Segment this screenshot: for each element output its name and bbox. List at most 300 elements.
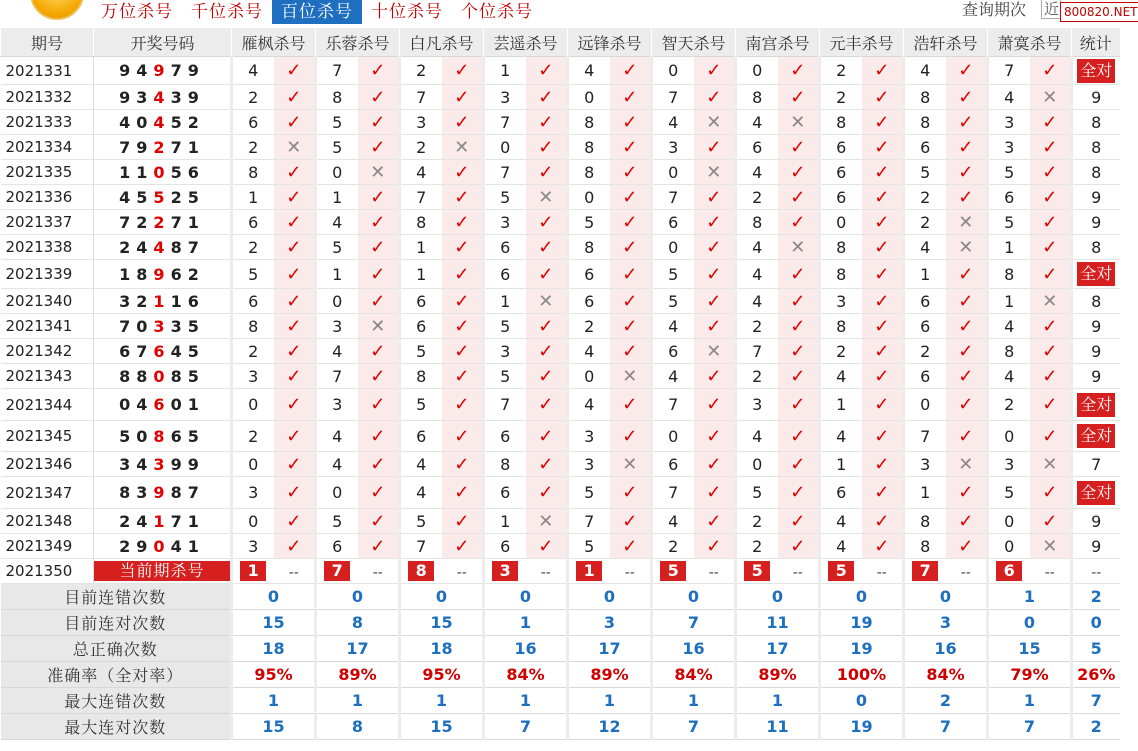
check-icon: ✓ (946, 185, 988, 210)
digit: 4 (153, 87, 171, 107)
current-label-cell (94, 559, 232, 584)
check-icon: ✓ (358, 509, 400, 534)
kill-number: 2 (232, 421, 274, 452)
tab-position-1[interactable]: 千位杀号 (191, 2, 263, 22)
cross-icon: ✕ (358, 160, 400, 185)
kill-number: 2 (400, 135, 442, 160)
check-icon: ✓ (694, 135, 736, 160)
check-icon: ✓ (526, 57, 568, 85)
check-icon: ✓ (526, 110, 568, 135)
pending-dash: -- (372, 564, 383, 581)
check-icon: ✓ (274, 289, 316, 314)
kill-number: 4 (820, 509, 862, 534)
summary-value: 16 (904, 636, 988, 662)
current-kill-label: 当前期杀号 (94, 561, 230, 581)
digit: 2 (136, 291, 154, 311)
check-icon: ✓ (274, 339, 316, 364)
kill-number: 8 (568, 160, 610, 185)
digit: 9 (153, 264, 171, 284)
digit: 4 (153, 112, 171, 132)
check-icon: ✓ (778, 389, 820, 421)
winning-number-cell (94, 160, 232, 185)
check-icon: ✓ (694, 260, 736, 289)
digit: 1 (153, 511, 171, 531)
kill-number: 1 (484, 289, 526, 314)
pending-cell (946, 559, 988, 584)
digit: 3 (136, 87, 154, 107)
kill-number: 8 (820, 260, 862, 289)
digit: 3 (119, 454, 137, 474)
query-period-select[interactable]: 近 (1041, 0, 1061, 19)
kill-number: 2 (820, 339, 862, 364)
check-icon: ✓ (694, 477, 736, 509)
kill-number: 7 (988, 57, 1030, 85)
kill-number: 0 (652, 160, 694, 185)
kill-number: 6 (652, 452, 694, 477)
check-icon: ✓ (946, 160, 988, 185)
kill-number: 7 (736, 339, 778, 364)
kill-number: 6 (316, 534, 358, 559)
check-icon: ✓ (442, 534, 484, 559)
draw-row (1, 314, 1120, 339)
check-icon: ✓ (1030, 260, 1072, 289)
digit: 6 (170, 426, 188, 446)
digit: 7 (187, 483, 205, 502)
summary-value: 0 (484, 584, 568, 610)
stat-cell: 9 (1072, 364, 1120, 389)
check-icon: ✓ (274, 314, 316, 339)
stat-cell: 9 (1072, 210, 1120, 235)
kill-number: 3 (568, 452, 610, 477)
kill-number: 1 (400, 260, 442, 289)
pending-dash: -- (1091, 564, 1102, 581)
check-icon: ✓ (610, 160, 652, 185)
winning-number-cell (94, 421, 232, 452)
kill-number: 8 (568, 135, 610, 160)
kill-number: 3 (904, 452, 946, 477)
check-icon: ✓ (274, 185, 316, 210)
check-icon: ✓ (610, 339, 652, 364)
summary-value: 95% (232, 662, 316, 688)
cross-icon: ✕ (1030, 85, 1072, 110)
kill-number: 6 (400, 289, 442, 314)
summary-value: 16 (484, 636, 568, 662)
kill-number: 7 (652, 389, 694, 421)
kill-number: 5 (400, 389, 442, 421)
summary-row (1, 688, 1120, 714)
cross-icon: ✕ (694, 160, 736, 185)
check-icon: ✓ (526, 160, 568, 185)
summary-value: 8 (316, 714, 400, 740)
period-cell: 2021347 (1, 477, 94, 509)
kill-number: 2 (736, 509, 778, 534)
draw-row (1, 509, 1120, 534)
digit: 2 (187, 264, 205, 284)
digit: 2 (119, 536, 137, 556)
kill-number: 6 (820, 477, 862, 509)
stat-cell (1072, 421, 1120, 452)
kill-number: 0 (988, 534, 1030, 559)
stat-cell (1072, 559, 1120, 584)
kill-number: 1 (820, 389, 862, 421)
summary-value: 0 (736, 584, 820, 610)
check-icon: ✓ (442, 289, 484, 314)
check-icon: ✓ (526, 260, 568, 289)
digit: 4 (119, 187, 137, 207)
stat-cell: 8 (1072, 135, 1120, 160)
pending-dash: -- (288, 564, 299, 581)
check-icon: ✓ (358, 210, 400, 235)
kill-number: 1 (484, 509, 526, 534)
kill-number: 8 (904, 534, 946, 559)
check-icon: ✓ (610, 57, 652, 85)
current-kill-cell (232, 559, 274, 584)
summary-label: 准确率（全对率） (1, 662, 232, 688)
tab-position-2[interactable]: 百位杀号 (272, 0, 362, 24)
kill-number: 4 (736, 110, 778, 135)
draw-row (1, 135, 1120, 160)
column-header: 智天杀号 (652, 28, 736, 57)
period-cell: 2021331 (1, 57, 94, 85)
check-icon: ✓ (862, 421, 904, 452)
kill-number: 1 (820, 452, 862, 477)
cross-icon: ✕ (274, 135, 316, 160)
all-correct-badge: 全对 (1077, 59, 1115, 83)
kill-number: 1 (988, 235, 1030, 260)
check-icon: ✓ (610, 135, 652, 160)
digit: 7 (119, 137, 137, 157)
check-icon: ✓ (358, 289, 400, 314)
check-icon: ✓ (778, 289, 820, 314)
check-icon: ✓ (862, 477, 904, 509)
kill-number: 4 (736, 235, 778, 260)
kill-number: 2 (400, 57, 442, 85)
pending-dash: -- (540, 564, 551, 581)
pending-cell (1030, 559, 1072, 584)
period-cell: 2021345 (1, 421, 94, 452)
kill-number: 7 (568, 509, 610, 534)
digit: 4 (170, 536, 188, 556)
check-icon: ✓ (358, 452, 400, 477)
digit: 0 (170, 395, 188, 414)
digit: 9 (153, 61, 171, 80)
digit: 1 (187, 137, 205, 157)
kill-number: 5 (988, 477, 1030, 509)
kill-number: 6 (652, 339, 694, 364)
kill-number: 0 (988, 421, 1030, 452)
summary-value: 95% (400, 662, 484, 688)
summary-value: 0 (652, 584, 736, 610)
check-icon: ✓ (694, 509, 736, 534)
stat-cell: 9 (1072, 339, 1120, 364)
check-icon: ✓ (358, 110, 400, 135)
check-icon: ✓ (946, 110, 988, 135)
check-icon: ✓ (946, 421, 988, 452)
digit: 8 (170, 366, 188, 386)
kill-number: 1 (232, 185, 274, 210)
kill-number: 2 (232, 85, 274, 110)
kill-number: 4 (316, 210, 358, 235)
kill-number: 2 (232, 135, 274, 160)
check-icon: ✓ (946, 57, 988, 85)
stat-cell: 7 (1072, 452, 1120, 477)
check-icon: ✓ (862, 57, 904, 85)
digit: 6 (187, 291, 205, 311)
current-kill-number: 5 (744, 561, 770, 581)
check-icon: ✓ (778, 534, 820, 559)
pending-cell (694, 559, 736, 584)
kill-number: 5 (484, 314, 526, 339)
kill-number: 4 (820, 364, 862, 389)
check-icon: ✓ (358, 339, 400, 364)
winning-number-cell (94, 57, 232, 85)
check-icon: ✓ (610, 110, 652, 135)
summary-value: 11 (736, 714, 820, 740)
check-icon: ✓ (946, 389, 988, 421)
draw-row (1, 235, 1120, 260)
check-icon: ✓ (442, 57, 484, 85)
kill-number: 7 (652, 185, 694, 210)
summary-row (1, 714, 1120, 740)
winning-number-cell (94, 110, 232, 135)
kill-number: 4 (232, 57, 274, 85)
digit: 8 (136, 366, 154, 386)
draw-row (1, 289, 1120, 314)
position-tabs (92, 0, 542, 24)
digit: 8 (153, 426, 171, 446)
digit: 5 (170, 162, 188, 182)
kill-number: 5 (316, 235, 358, 260)
period-cell: 2021332 (1, 85, 94, 110)
stat-cell (1072, 389, 1120, 421)
draw-row (1, 210, 1120, 235)
check-icon: ✓ (526, 452, 568, 477)
kill-number: 3 (820, 289, 862, 314)
check-icon: ✓ (694, 210, 736, 235)
kill-number: 6 (484, 260, 526, 289)
kill-number: 8 (484, 452, 526, 477)
check-icon: ✓ (274, 210, 316, 235)
check-icon: ✓ (946, 260, 988, 289)
kill-number: 0 (988, 509, 1030, 534)
kill-number: 4 (568, 389, 610, 421)
pending-cell (610, 559, 652, 584)
kill-number: 5 (484, 185, 526, 210)
digit: 2 (119, 511, 137, 531)
check-icon: ✓ (946, 534, 988, 559)
kill-number: 1 (400, 235, 442, 260)
check-icon: ✓ (946, 289, 988, 314)
all-correct-badge: 全对 (1077, 481, 1115, 505)
kill-number: 4 (988, 314, 1030, 339)
summary-value: 5 (1072, 636, 1120, 662)
check-icon: ✓ (778, 364, 820, 389)
kill-number: 3 (232, 364, 274, 389)
check-icon: ✓ (694, 364, 736, 389)
check-icon: ✓ (862, 185, 904, 210)
summary-value: 0 (904, 584, 988, 610)
check-icon: ✓ (526, 389, 568, 421)
kill-number: 2 (736, 364, 778, 389)
period-cell: 2021338 (1, 235, 94, 260)
cross-icon: ✕ (946, 210, 988, 235)
period-cell: 2021336 (1, 185, 94, 210)
digit: 1 (187, 212, 205, 232)
kill-number: 3 (400, 110, 442, 135)
digit: 0 (136, 426, 154, 446)
kill-number: 0 (232, 509, 274, 534)
check-icon: ✓ (1030, 235, 1072, 260)
check-icon: ✓ (694, 534, 736, 559)
kill-number: 4 (568, 57, 610, 85)
period-cell: 2021341 (1, 314, 94, 339)
digit: 6 (153, 341, 171, 361)
check-icon: ✓ (1030, 57, 1072, 85)
check-icon: ✓ (442, 477, 484, 509)
summary-value: 1 (736, 688, 820, 714)
digit: 8 (170, 483, 188, 502)
digit: 3 (119, 291, 137, 311)
check-icon: ✓ (358, 260, 400, 289)
kill-number: 4 (652, 509, 694, 534)
column-header: 乐蓉杀号 (316, 28, 400, 57)
digit: 9 (187, 87, 205, 107)
digit: 9 (153, 483, 171, 502)
kill-number: 0 (652, 421, 694, 452)
digit: 9 (119, 87, 137, 107)
kill-number: 3 (484, 85, 526, 110)
column-header: 南宫杀号 (736, 28, 820, 57)
column-header: 期号 (1, 28, 94, 57)
cross-icon: ✕ (358, 314, 400, 339)
kill-number: 8 (904, 509, 946, 534)
check-icon: ✓ (1030, 314, 1072, 339)
check-icon: ✓ (862, 135, 904, 160)
tab-position-3[interactable]: 十位杀号 (371, 2, 443, 22)
check-icon: ✓ (946, 477, 988, 509)
digit: 4 (136, 61, 154, 80)
check-icon: ✓ (442, 509, 484, 534)
kill-number: 8 (904, 85, 946, 110)
draw-row (1, 389, 1120, 421)
kill-number: 8 (988, 339, 1030, 364)
tab-position-4[interactable]: 个位杀号 (461, 2, 533, 22)
kill-number: 8 (736, 85, 778, 110)
check-icon: ✓ (1030, 185, 1072, 210)
check-icon: ✓ (610, 289, 652, 314)
check-icon: ✓ (778, 57, 820, 85)
check-icon: ✓ (694, 185, 736, 210)
period-cell: 2021346 (1, 452, 94, 477)
tab-position-0[interactable]: 万位杀号 (101, 2, 173, 22)
check-icon: ✓ (442, 85, 484, 110)
kill-number: 4 (988, 85, 1030, 110)
kill-number: 8 (232, 160, 274, 185)
summary-row (1, 610, 1120, 636)
period-cell: 2021339 (1, 260, 94, 289)
cross-icon: ✕ (946, 452, 988, 477)
winning-number-cell (94, 185, 232, 210)
period-cell: 2021334 (1, 135, 94, 160)
top-bar (0, 0, 1138, 28)
digit: 3 (136, 483, 154, 502)
kill-number: 6 (904, 135, 946, 160)
pending-dash: -- (1044, 564, 1055, 581)
check-icon: ✓ (442, 185, 484, 210)
check-icon: ✓ (862, 260, 904, 289)
check-icon: ✓ (946, 135, 988, 160)
summary-value: 2 (1072, 584, 1120, 610)
check-icon: ✓ (442, 235, 484, 260)
digit: 2 (170, 187, 188, 207)
check-icon: ✓ (358, 85, 400, 110)
digit: 5 (153, 187, 171, 207)
cross-icon: ✕ (442, 135, 484, 160)
current-kill-cell (316, 559, 358, 584)
kill-number: 4 (904, 235, 946, 260)
kill-number: 3 (736, 389, 778, 421)
cross-icon: ✕ (610, 364, 652, 389)
digit: 1 (119, 162, 137, 182)
summary-value: 1 (652, 688, 736, 714)
digit: 0 (153, 162, 171, 182)
period-cell: 2021343 (1, 364, 94, 389)
kill-number: 4 (988, 364, 1030, 389)
kill-number: 2 (232, 339, 274, 364)
check-icon: ✓ (946, 85, 988, 110)
kill-number: 0 (568, 85, 610, 110)
digit: 7 (170, 511, 188, 531)
digit: 1 (153, 291, 171, 311)
kill-number: 2 (652, 534, 694, 559)
digit: 3 (153, 316, 171, 336)
kill-number: 5 (568, 534, 610, 559)
cross-icon: ✕ (946, 235, 988, 260)
check-icon: ✓ (778, 477, 820, 509)
digit: 4 (119, 112, 137, 132)
pending-cell (862, 559, 904, 584)
kill-number: 3 (988, 110, 1030, 135)
digit: 4 (136, 237, 154, 257)
summary-value: 7 (988, 714, 1072, 740)
pending-cell (442, 559, 484, 584)
cross-icon: ✕ (1030, 452, 1072, 477)
digit: 8 (119, 483, 137, 502)
stat-cell: 9 (1072, 509, 1120, 534)
kill-number: 3 (568, 421, 610, 452)
stat-cell: 9 (1072, 185, 1120, 210)
check-icon: ✓ (442, 421, 484, 452)
check-icon: ✓ (862, 289, 904, 314)
current-kill-number: 3 (492, 561, 518, 581)
kill-number: 4 (568, 339, 610, 364)
kill-number: 4 (652, 110, 694, 135)
digit: 6 (187, 162, 205, 182)
check-icon: ✓ (442, 339, 484, 364)
check-icon: ✓ (694, 85, 736, 110)
kill-number: 2 (568, 314, 610, 339)
check-icon: ✓ (862, 452, 904, 477)
check-icon: ✓ (694, 389, 736, 421)
check-icon: ✓ (778, 421, 820, 452)
kill-number: 4 (736, 421, 778, 452)
draw-row (1, 110, 1120, 135)
draw-row (1, 57, 1120, 85)
all-correct-badge: 全对 (1077, 424, 1115, 448)
column-header: 萧寞杀号 (988, 28, 1072, 57)
check-icon: ✓ (778, 452, 820, 477)
kill-number: 5 (988, 210, 1030, 235)
